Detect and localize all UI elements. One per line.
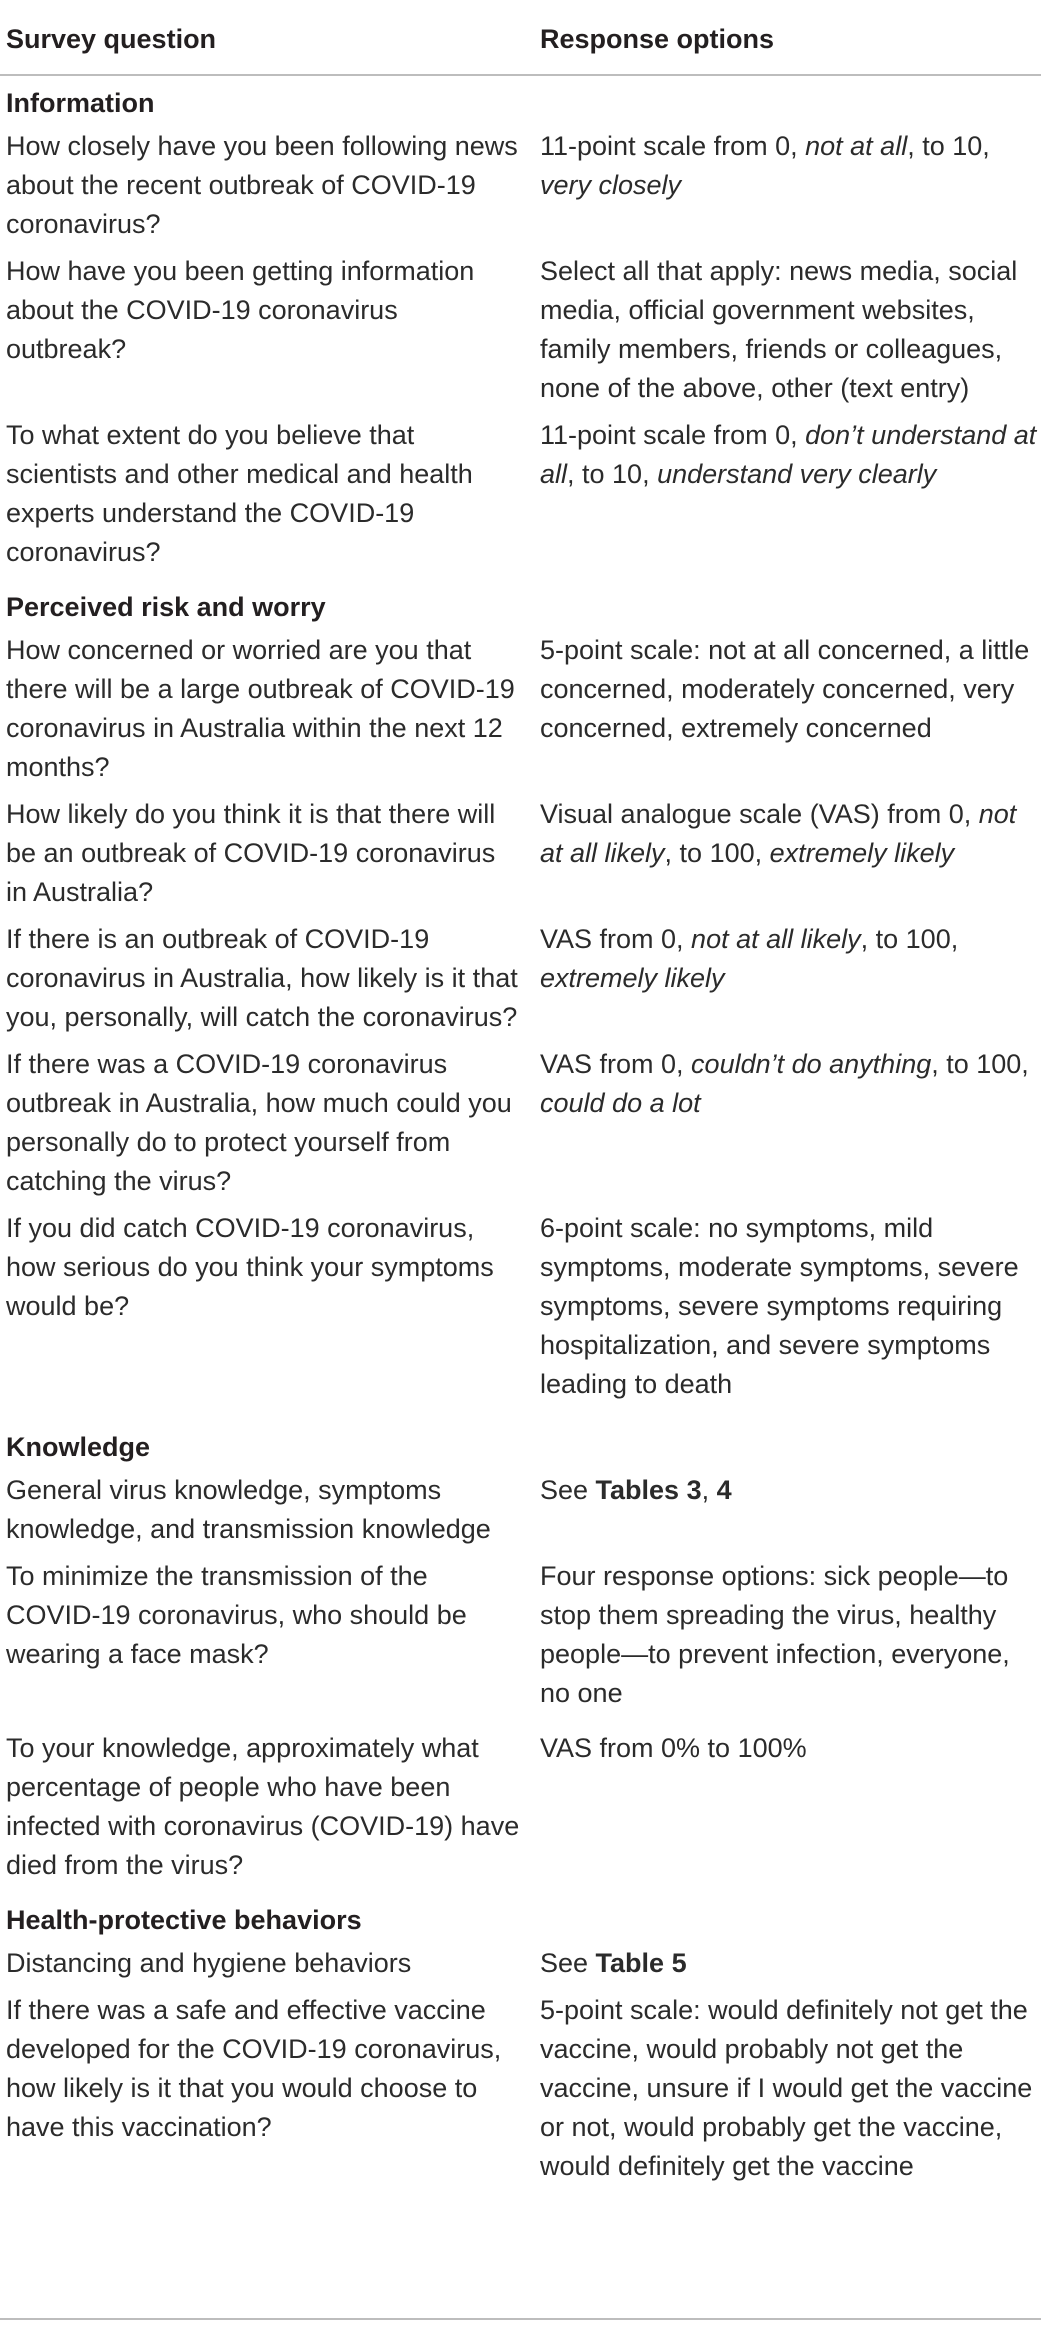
question-cell: If you did catch COVID-19 coronavirus, how serious do you think your symptoms would be?	[6, 1213, 494, 1321]
response-text: 11-point scale from 0,	[540, 131, 806, 161]
table-bottom-rule	[0, 2318, 1041, 2320]
response-cell: 6-point scale: no symptoms, mild symptoms, moderate symptoms, severe symptoms, severe symptoms requiring hospitalization, and severe symptoms leading to death	[540, 1213, 1019, 1399]
header-response-options: Response options	[536, 0, 1041, 75]
section-title: Knowledge	[6, 1432, 151, 1462]
table-header	[0, 0, 1041, 75]
response-anchor-low: not at all	[805, 131, 908, 161]
section-row-knowledge	[0, 1420, 1041, 1471]
response-cell	[536, 1944, 1041, 1991]
header-survey-question: Survey question	[0, 0, 536, 75]
section-title: Health-protective behaviors	[6, 1905, 362, 1935]
response-anchor-low: don’t understand at all	[540, 420, 1037, 489]
table-reference-link[interactable]: Table 5	[595, 1948, 687, 1978]
question-cell: How concerned or worried are you that there will be a large outbreak of COVID-19 coronavirus in Australia within the next 12 months?	[6, 635, 515, 782]
response-text: ,	[701, 1475, 717, 1505]
question-cell: To what extent do you believe that scientists and other medical and health experts understand the COVID-19 coronavirus?	[6, 420, 473, 567]
table-row	[0, 416, 1041, 580]
table-row	[0, 631, 1041, 795]
response-cell	[536, 1045, 1041, 1209]
response-anchor-high: understand very clearly	[657, 459, 937, 489]
response-text: , to 10,	[567, 459, 658, 489]
section-row-information	[0, 75, 1041, 127]
question-cell: If there was a COVID-19 coronavirus outbreak in Australia, how much could you personally do to protect yourself from catching the virus?	[6, 1049, 512, 1196]
table-row	[0, 1729, 1041, 1893]
table-row	[0, 1944, 1041, 1991]
response-anchor-low: not at all likely	[540, 799, 1017, 868]
table-row	[0, 1471, 1041, 1557]
response-text: , to 100,	[860, 924, 959, 954]
table-row	[0, 920, 1041, 1045]
table-row	[0, 795, 1041, 920]
response-anchor-high: could do a lot	[540, 1088, 701, 1118]
question-cell: To your knowledge, approximately what percentage of people who have been infected with coronavirus (COVID-19) have died from the virus?	[6, 1733, 520, 1880]
question-cell: How likely do you think it is that there will be an outbreak of COVID-19 coronavirus in Australia?	[6, 799, 496, 907]
section-title: Information	[6, 88, 155, 118]
response-text: , to 100,	[664, 838, 770, 868]
response-anchor-high: extremely likely	[769, 838, 955, 868]
response-text: 11-point scale from 0,	[540, 420, 806, 450]
section-row-health-protective-behaviors	[0, 1893, 1041, 1944]
header-row	[0, 0, 1041, 75]
response-cell: 5-point scale: not at all concerned, a little concerned, moderately concerned, very concerned, extremely concerned	[540, 635, 1030, 743]
response-anchor-low: couldn’t do anything	[691, 1049, 932, 1079]
response-text: VAS from 0,	[540, 924, 692, 954]
section-row-perceived-risk	[0, 580, 1041, 631]
table-reference-link[interactable]: 4	[716, 1475, 732, 1505]
response-cell	[536, 1471, 1041, 1557]
response-cell: Four response options: sick people—to stop them spreading the virus, healthy people—to prevent infection, everyone, no one	[540, 1561, 1010, 1708]
response-text: See	[540, 1948, 596, 1978]
response-anchor-high: extremely likely	[540, 963, 725, 993]
question-cell: If there is an outbreak of COVID-19 coronavirus in Australia, how likely is it that you, personally, will catch the coronavirus?	[6, 924, 518, 1032]
response-text: VAS from 0,	[540, 1049, 692, 1079]
table-reference-link[interactable]: Tables 3	[595, 1475, 702, 1505]
question-cell: To minimize the transmission of the COVID-19 coronavirus, who should be wearing a face mask?	[6, 1561, 467, 1669]
question-cell: How have you been getting information about the COVID-19 coronavirus outbreak?	[6, 256, 475, 364]
question-cell: If there was a safe and effective vaccine developed for the COVID-19 coronavirus, how likely is it that you would choose to have this vaccination?	[6, 1995, 502, 2142]
question-cell: General virus knowledge, symptoms knowledge, and transmission knowledge	[6, 1475, 491, 1544]
table-row	[0, 1045, 1041, 1209]
table-row	[0, 1557, 1041, 1729]
table-row	[0, 1991, 1041, 2194]
question-cell: How closely have you been following news about the recent outbreak of COVID-19 coronavirus?	[6, 131, 518, 239]
response-cell: Select all that apply: news media, social media, official government websites, family members, friends or colleagues, none of the above, other (text entry)	[540, 256, 1018, 403]
section-title: Perceived risk and worry	[6, 592, 326, 622]
response-cell	[536, 795, 1041, 920]
response-cell	[536, 127, 1041, 252]
question-cell: Distancing and hygiene behaviors	[6, 1948, 412, 1978]
response-cell	[536, 416, 1041, 580]
response-cell: 5-point scale: would definitely not get the vaccine, would probably not get the vaccine, unsure if I would get the vaccine or not, would probably get the vaccine, would definitely get the vaccine	[540, 1995, 1033, 2181]
table-row	[0, 127, 1041, 252]
table-body	[0, 75, 1041, 2194]
response-anchor-low: not at all likely	[691, 924, 861, 954]
table-row	[0, 252, 1041, 416]
response-text: See	[540, 1475, 596, 1505]
table-row	[0, 1209, 1041, 1420]
response-text: , to 10,	[907, 131, 990, 161]
response-cell	[536, 920, 1041, 1045]
response-text: , to 100,	[931, 1049, 1029, 1079]
response-text: Visual analogue scale (VAS) from 0,	[540, 799, 979, 829]
response-anchor-high: very closely	[540, 170, 682, 200]
response-cell: VAS from 0% to 100%	[540, 1733, 807, 1763]
